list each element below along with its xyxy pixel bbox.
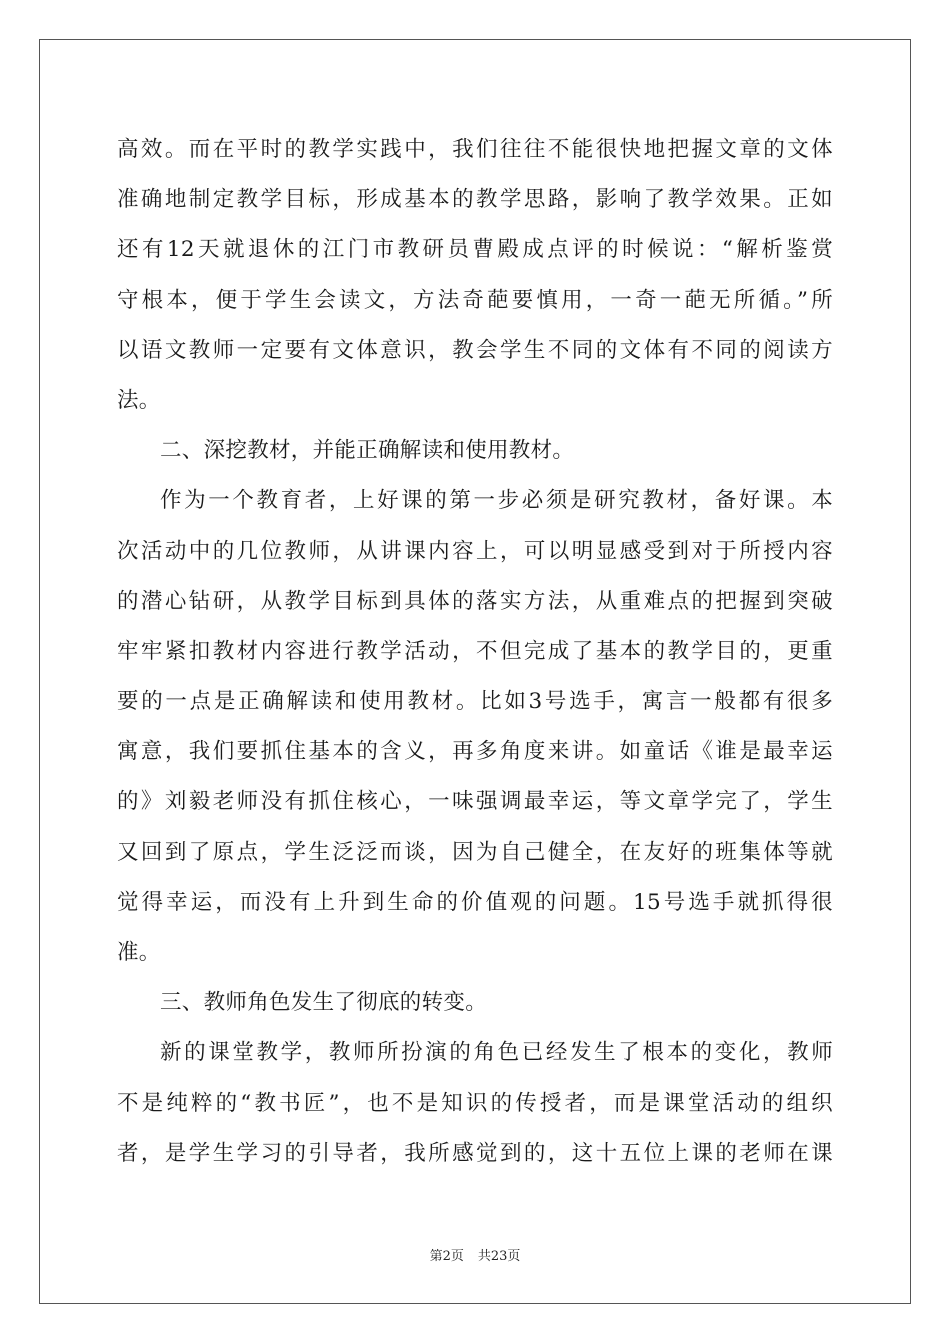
text-line: 法。 [117, 387, 161, 413]
text-line: 准确地制定教学目标，形成基本的教学思路，影响了教学效果。正如 [117, 187, 833, 213]
text-line: 的》刘毅老师没有抓住核心，一味强调最幸运，等文章学完了，学生 [117, 789, 833, 815]
text-line: 寓意，我们要抓住基本的含义，再多角度来讲。如童话《谁是最幸运 [117, 739, 833, 765]
text-line: 三、教师角色发生了彻底的转变。 [160, 990, 488, 1016]
text-line: 不是纯粹的“教书匠”，也不是知识的传授者，而是课堂活动的组织 [117, 1090, 833, 1116]
text-line: 牢牢紧扣教材内容进行教学活动，不但完成了基本的教学目的，更重 [117, 638, 833, 664]
text-line: 高效。而在平时的教学实践中，我们往往不能很快地把握文章的文体 [117, 137, 833, 162]
text-line: 守根本，便于学生会读文，方法奇葩要慎用，一奇一葩无所循。”所 [117, 287, 833, 313]
page-footer [0, 1245, 950, 1264]
text-line: 准。 [117, 940, 161, 965]
document-body [117, 125, 833, 1179]
text-line: 要的一点是正确解读和使用教材。比如3号选手，寓言一般都有很多 [117, 689, 833, 715]
text-line: 者，是学生学习的引导者，我所感觉到的，这十五位上课的老师在课 [117, 1140, 833, 1166]
text-line: 还有12天就退休的江门市教研员曹殿成点评的时候说：“解析鉴赏 [117, 237, 833, 263]
text-line: 又回到了原点，学生泛泛而谈，因为自己健全，在友好的班集体等就 [117, 839, 833, 865]
text-line: 的潜心钻研，从教学目标到具体的落实方法，从重难点的把握到突破 [117, 588, 833, 614]
text-line: 二、深挖教材，并能正确解读和使用教材。 [160, 438, 575, 464]
page-number: 第2页 [429, 1249, 464, 1264]
text-line: 次活动中的几位教师，从讲课内容上，可以明显感受到对于所授内容 [117, 538, 833, 564]
text-line: 新的课堂教学，教师所扮演的角色已经发生了根本的变化，教师 [160, 1040, 833, 1066]
page-total: 共23页 [477, 1249, 521, 1264]
text-line: 觉得幸运，而没有上升到生命的价值观的问题。15号选手就抓得很 [117, 889, 833, 915]
text-line: 作为一个教育者，上好课的第一步必须是研究教材，备好课。本 [160, 488, 833, 514]
text-line: 以语文教师一定要有文体意识，教会学生不同的文体有不同的阅读方 [117, 337, 833, 363]
